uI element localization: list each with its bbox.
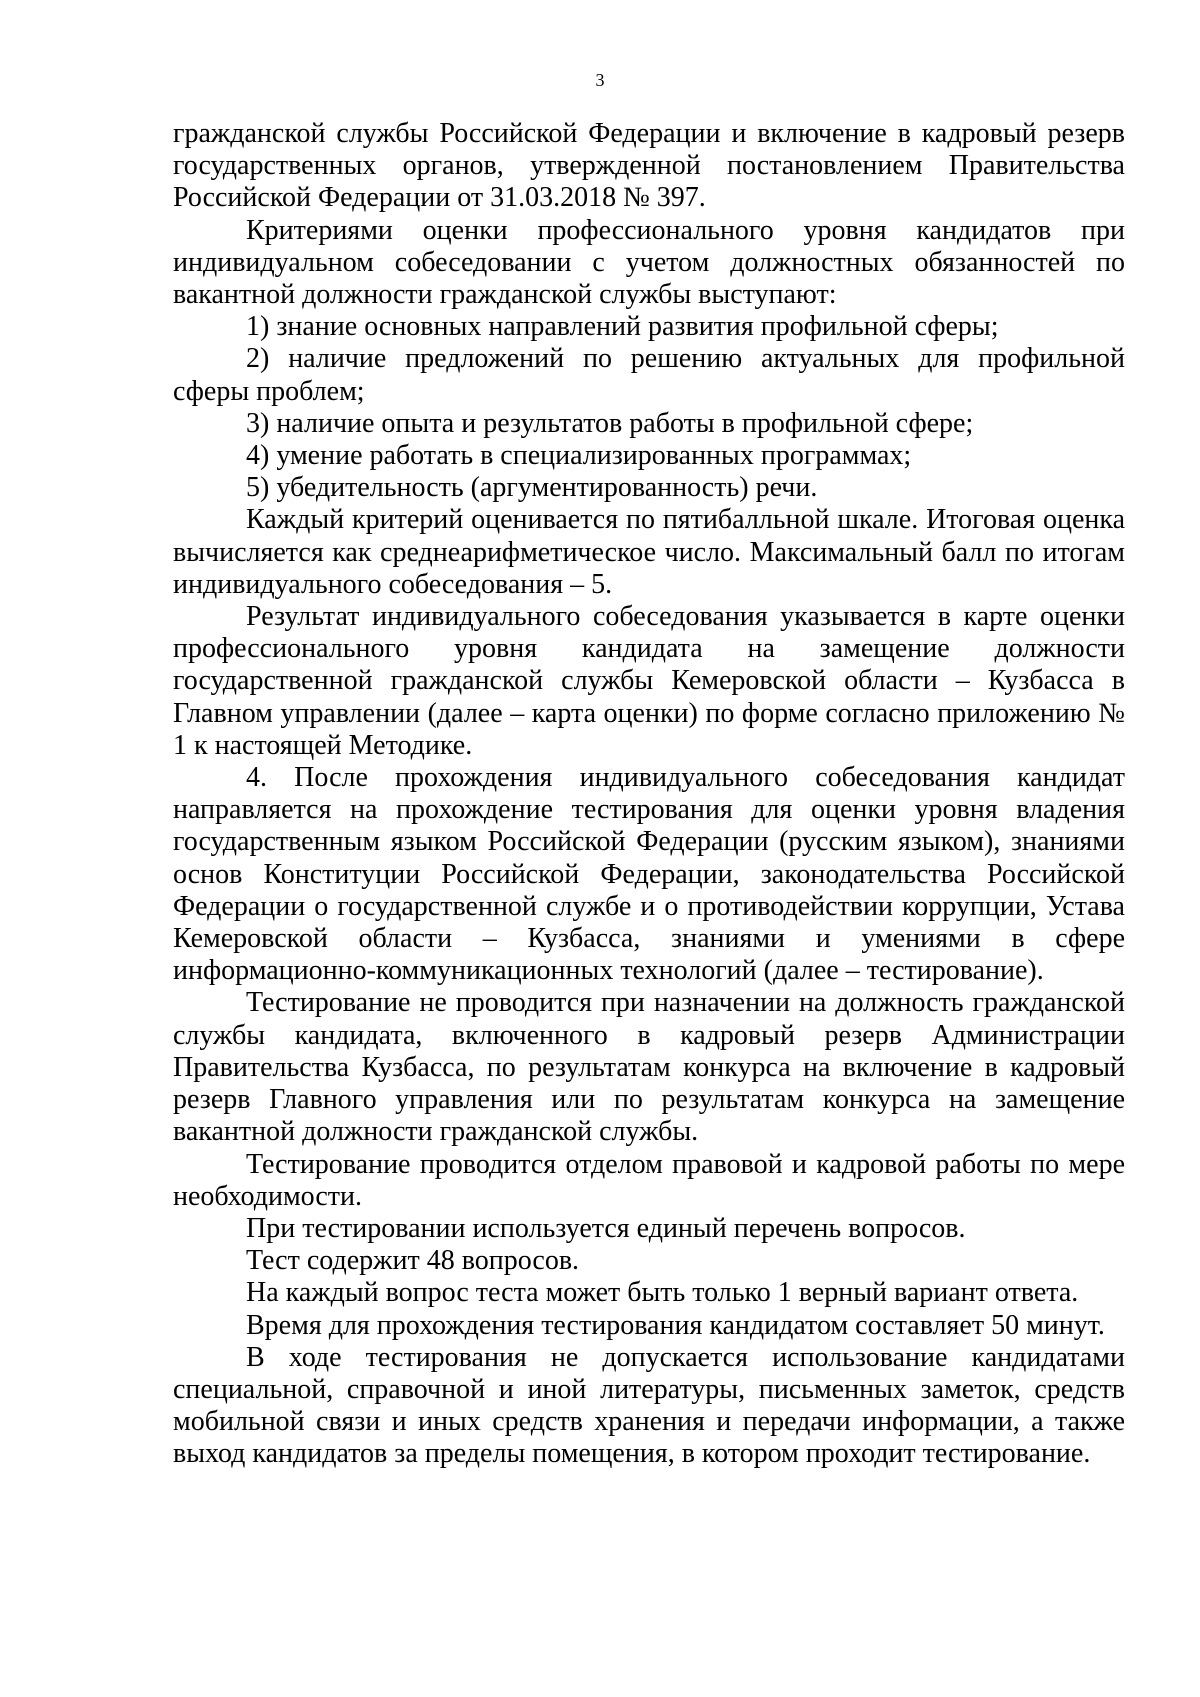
paragraph-answer-rule: На каждый вопрос теста может быть только 1 верный вариант ответа.: [246, 1277, 1079, 1309]
list-item-criterion-5: 5) убедительность (аргументированность) речи.: [246, 472, 818, 504]
paragraph-testing-exemption: Тестирование не проводится при назначении на должность гражданской службы кандидата, включенного в кадровый резерв Администрации Правительства Кузбасса, по результатам конкурса на включение в кадровый резерв Главного управления или по результатам конкурса на замещение вакантной должности гражданской службы.: [173, 987, 1125, 1148]
paragraph-prohibitions: В ходе тестирования не допускается использование кандидатами специальной, справочной и иной литературы, письменных заметок, средств мобильной связи и иных средств хранения и передачи информации, а также выход кандидатов за пределы помещения, в котором проходит тестирование.: [173, 1341, 1125, 1470]
document-body: [173, 118, 1125, 1471]
list-item-criterion-1: 1) знание основных направлений развития профильной сферы;: [246, 311, 999, 343]
paragraph-question-list: При тестировании используется единый перечень вопросов.: [246, 1212, 966, 1244]
paragraph-testing-department: Тестирование проводится отделом правовой и кадровой работы по мере необходимости.: [173, 1148, 1125, 1212]
list-item-criterion-3: 3) наличие опыта и результатов работы в профильной сфере;: [246, 407, 974, 439]
page-number: 3: [595, 70, 605, 90]
paragraph-question-count: Тест содержит 48 вопросов.: [246, 1245, 580, 1277]
list-item-criterion-2: 2) наличие предложений по решению актуальных для профильной сферы проблем;: [173, 343, 1125, 407]
paragraph-criteria-intro: Критериями оценки профессионального уровня кандидатов при индивидуальном собеседовании с учетом должностных обязанностей по вакантной должности гражданской службы выступают:: [173, 214, 1125, 311]
paragraph-time-limit: Время для прохождения тестирования кандидатом составляет 50 минут.: [246, 1309, 1105, 1341]
paragraph-continuation: гражданской службы Российской Федерации и включение в кадровый резерв государственных органов, утвержденной постановлением Правительства Российской Федерации от 31.03.2018 № 397.: [173, 118, 1125, 214]
list-item-criterion-4: 4) умение работать в специализированных программах;: [246, 440, 912, 472]
paragraph-scoring: Каждый критерий оценивается по пятибалльной шкале. Итоговая оценка вычисляется как среднеарифметическое число. Максимальный балл по итогам индивидуального собеседования – 5.: [173, 504, 1125, 600]
paragraph-result-card: Результат индивидуального собеседования указывается в карте оценки профессионального уровня кандидата на замещение должности государственной гражданской службы Кемеровской области – Кузбасса в Главном управлении (далее – карта оценки) по форме согласно приложению № 1 к настоящей Методике.: [173, 601, 1125, 761]
paragraph-section-4: 4. После прохождения индивидуального собеседования кандидат направляется на прохождение тестирования для оценки уровня владения государственным языком Российской Федерации (русским языком), знаниями основ Конституции Российской Федерации, законодательства Российской Федерации о государственной службе и о противодействии коррупции, Устава Кемеровской области – Кузбасса, знаниями и умениями в сфере информационно-коммуникационных технологий (далее – тестирование).: [173, 762, 1125, 987]
